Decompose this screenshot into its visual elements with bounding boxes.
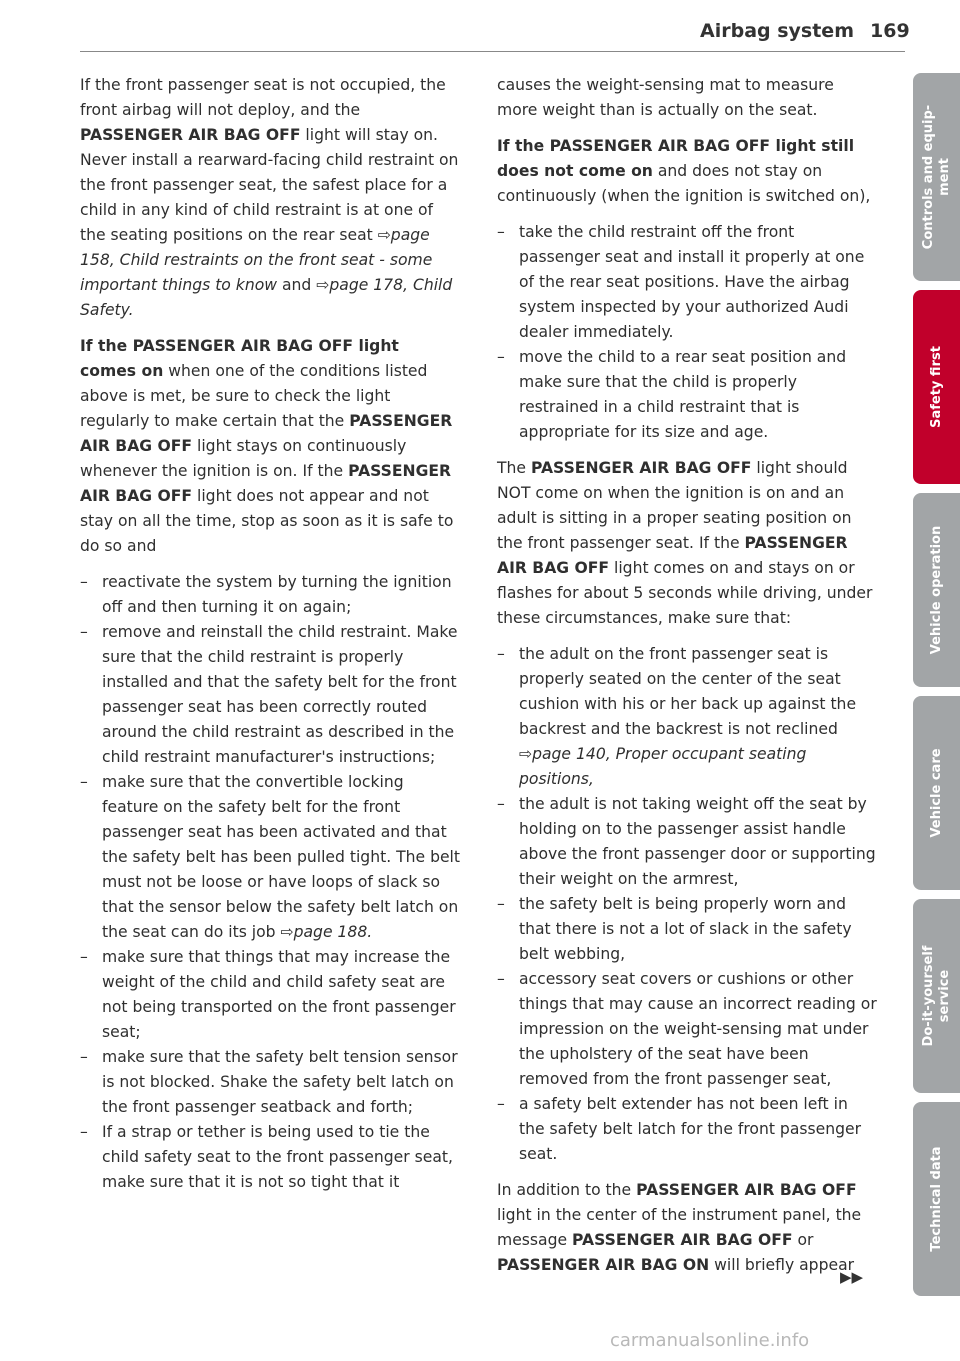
paragraph-continued: causes the weight-sensing mat to measure more weight than is actually on the seat. xyxy=(497,76,834,119)
tab-label: Safety first xyxy=(928,346,944,428)
right-column xyxy=(497,73,877,1289)
list-item: – move the child to a rear seat position and make sure that the child is properly restrained in a child restraint that is appropriate for its size and age. xyxy=(497,345,877,445)
tab-label: Do-it-yourself xyxy=(920,945,936,1047)
list-item: – the safety belt is being properly worn and that there is not a lot of slack in the safety belt webbing, xyxy=(497,892,877,967)
list-item: – remove and reinstall the child restraint. Make sure that the child restraint is properly installed and that the safety belt for the front passenger seat has been correctly routed around the child restraint as described in the child restraint manufacturer's instructions; xyxy=(80,620,460,770)
tab-do-it-yourself-service[interactable] xyxy=(913,899,960,1093)
bullet-list-actions xyxy=(497,220,877,445)
list-item: – make sure that the safety belt tension sensor is not blocked. Shake the safety belt latch on the front passenger seatback and forth; xyxy=(80,1045,460,1120)
tab-label: Vehicle operation xyxy=(928,525,944,655)
continue-arrow-icon: ▶▶ xyxy=(840,1268,864,1286)
reference-arrow-icon: ⇨ xyxy=(280,923,294,941)
tab-label: Controls and equip- xyxy=(920,104,936,250)
list-item: – If a strap or tether is being used to tie the child safety seat to the front passenger seat, make sure that it is not so tight that it xyxy=(80,1120,460,1195)
paragraph-message-display: In addition to the PASSENGER AIR BAG OFF light in the center of the instrument panel, the message PASSENGER AIR BAG OFF or PASSENGER AIR BAG ON will briefly appear xyxy=(497,1181,862,1274)
list-item: – make sure that things that may increase the weight of the child and child safety seat are not being transported on the front passenger seat; xyxy=(80,945,460,1045)
cross-reference-link[interactable]: page 188. xyxy=(293,923,373,941)
list-item: – reactivate the system by turning the ignition off and then turning it on again; xyxy=(80,570,460,620)
list-item: – the adult is not taking weight off the seat by holding on to the passenger assist handle above the front passenger door or supporting their weight on the armrest, xyxy=(497,792,877,892)
bullet-list-checks xyxy=(80,570,460,1195)
cross-reference-link[interactable]: page 158, Child restraints on the front seat - some important things to know xyxy=(80,226,433,294)
left-column xyxy=(80,73,460,1206)
tab-label: Technical data xyxy=(928,1146,944,1252)
tab-vehicle-care[interactable] xyxy=(913,696,960,890)
bullet-list-conditions xyxy=(497,642,877,1167)
cross-reference-link[interactable]: page 178, Child Safety. xyxy=(80,276,453,319)
tab-controls-and-equipment[interactable] xyxy=(913,73,960,281)
list-item: – the adult on the front passenger seat is properly seated on the center of the seat cushion with his or her back up against the backrest and the backrest is not reclined ⇨page 140, Proper occupant seating positions, xyxy=(497,642,877,792)
watermark: carmanualsonline.info xyxy=(610,1330,810,1351)
paragraph-light-comes-on: If the PASSENGER AIR BAG OFF light comes on when one of the conditions listed above is met, be sure to check the light regularly to make certain that the PASSENGER AIR BAG OFF light stays on continuously whenever the ignition is on. If the PASSENGER AIR BAG OFF light does not appear and not stay on all the time, stop as soon as it is safe to do so and xyxy=(80,337,454,555)
list-item: – make sure that the convertible locking feature on the safety belt for the front passenger seat has been activated and that the safety belt has been pulled tight. The belt must not be loose or have loops of slack so that the sensor below the safety belt latch on the seat can do its job ⇨page 188. xyxy=(80,770,460,945)
reference-arrow-icon: ⇨ xyxy=(519,745,533,763)
reference-arrow-icon: ⇨ xyxy=(377,226,391,244)
list-item: – take the child restraint off the front passenger seat and install it properly at one of the rear seat positions. Have the airbag system inspected by your authorized Audi dealer immediately. xyxy=(497,220,877,345)
paragraph-light-not-on: If the PASSENGER AIR BAG OFF light still does not come on and does not stay on continuously (when the ignition is switched on), xyxy=(497,137,871,205)
tab-safety-first[interactable] xyxy=(913,290,960,484)
page-number: 169 xyxy=(870,20,910,42)
tab-label: Vehicle care xyxy=(928,748,944,838)
cross-reference-link[interactable]: page 140, Proper occupant seating positions, xyxy=(519,745,807,788)
tab-label: service xyxy=(936,969,952,1023)
paragraph-unoccupied-seat: If the front passenger seat is not occupied, the front airbag will not deploy, and the PASSENGER AIR BAG OFF light will stay on. Never install a rearward-facing child restraint on the front passenger seat, the safest place for a child in any kind of child restraint is at one of the seating positions on the rear seat ⇨page 158, Child restraints on the front seat - some important things to know and ⇨page 178, Child Safety. xyxy=(80,76,459,319)
tab-label: ment xyxy=(936,158,952,196)
running-header-title: Airbag system xyxy=(700,20,854,42)
reference-arrow-icon: ⇨ xyxy=(316,276,330,294)
paragraph-adult-seated: The PASSENGER AIR BAG OFF light should NOT come on when the ignition is on and an adult is sitting in a proper seating position on the front passenger seat. If the PASSENGER AIR BAG OFF light comes on and stays on or flashes for about 5 seconds while driving, under these circumstances, make sure that: xyxy=(497,459,873,627)
list-item: – accessory seat covers or cushions or other things that may cause an incorrect reading or impression on the weight-sensing mat under the upholstery of the seat have been removed from the front passenger seat, xyxy=(497,967,877,1092)
list-item: – a safety belt extender has not been left in the safety belt latch for the front passenger seat. xyxy=(497,1092,877,1167)
tab-technical-data[interactable] xyxy=(913,1102,960,1296)
header-rule xyxy=(80,51,905,52)
tab-vehicle-operation[interactable] xyxy=(913,493,960,687)
